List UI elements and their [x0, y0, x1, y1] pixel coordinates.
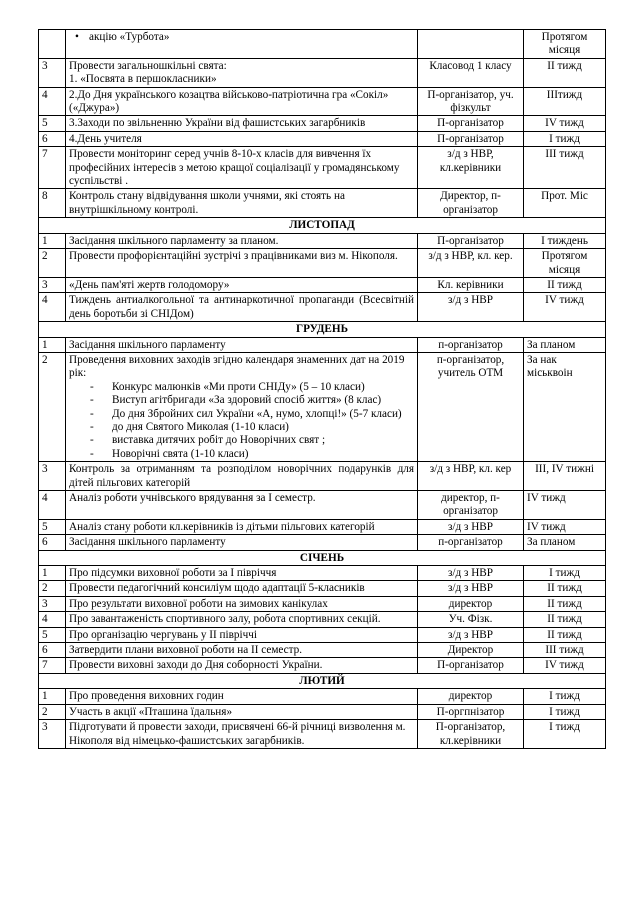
term-cell: II тижд [524, 58, 606, 87]
term-cell: III тижд [524, 147, 606, 189]
activity-cell: 4.День учителя [66, 131, 418, 146]
responsible-cell: директор, п-організатор [418, 491, 524, 520]
term-cell: II тижд [524, 277, 606, 292]
month-heading: ЛЮТИЙ [39, 673, 606, 688]
responsible-cell: П-організатор, уч. фізкульт [418, 87, 524, 116]
term-cell: IV тижд [524, 116, 606, 131]
table-row [39, 277, 606, 292]
activity-cell: Затвердити плани виховної роботи на II семестр. [66, 643, 418, 658]
responsible-cell: з/д з НВР, кл. кер. [418, 249, 524, 278]
activity-intro: Проведення виховних заходів згідно календаря знаменних дат на 2019 рік: [69, 353, 405, 380]
activity-cell: Про завантаженість спортивного залу, робота спортивних секцій. [66, 612, 418, 627]
row-number: 6 [39, 131, 66, 146]
responsible-cell: Уч. Фізк. [418, 612, 524, 627]
activity-cell: Тиждень антиалкогольної та антинаркотичної пропаганди (Всесвітній день боротьби зі СНІДом) [66, 293, 418, 322]
responsible-cell: директор [418, 596, 524, 611]
row-number: 2 [39, 352, 66, 461]
row-number: 3 [39, 277, 66, 292]
responsible-cell: П-оргпнізатор [418, 704, 524, 719]
table-row [39, 293, 606, 322]
month-header-row [39, 322, 606, 337]
event-list [69, 381, 414, 461]
responsible-cell: з/д з НВР, кл.керівники [418, 147, 524, 189]
term-cell: I тиждень [524, 233, 606, 248]
month-header-row [39, 218, 606, 233]
term-cell: I тижд [524, 566, 606, 581]
activity-cell: Провести педагогічний консиліум щодо адаптації 5-класників [66, 581, 418, 596]
table-row [39, 689, 606, 704]
table-row [39, 147, 606, 189]
responsible-cell [418, 30, 524, 59]
responsible-cell: з/д з НВР [418, 581, 524, 596]
term-cell: II тижд [524, 596, 606, 611]
row-number: 3 [39, 58, 66, 87]
month-header-row [39, 550, 606, 565]
month-heading: ГРУДЕНЬ [39, 322, 606, 337]
activity-plan-table [38, 29, 606, 749]
term-cell: За нак міськвоін [524, 352, 606, 461]
term-cell: За планом [524, 337, 606, 352]
activity-cell: Аналіз роботи учнівського врядування за I семестр. [66, 491, 418, 520]
row-number: 4 [39, 293, 66, 322]
term-cell: За планом [524, 535, 606, 550]
activity-line: Провести загальношкільні свята: [69, 59, 227, 72]
activity-cell: Контроль стану відвідування школи учнями, які стоять на внутрішкільному контролі. [66, 189, 418, 218]
responsible-cell: Кл. керівники [418, 277, 524, 292]
table-row [39, 337, 606, 352]
row-number: 4 [39, 612, 66, 627]
responsible-cell: п-організатор [418, 535, 524, 550]
responsible-cell: П-організатор [418, 116, 524, 131]
row-number: 4 [39, 491, 66, 520]
activity-cell: Про підсумки виховної роботи за I півріччя [66, 566, 418, 581]
row-number: 5 [39, 519, 66, 534]
row-number: 6 [39, 535, 66, 550]
list-item: - Виступ агітбригади «За здоровий спосіб життя» (8 клас) [69, 394, 414, 407]
activity-cell: Підготувати й провести заходи, присвячені 66-й річниці визволення м. Нікополя від німецько-фашистських загарбників. [66, 720, 418, 749]
table-row [39, 491, 606, 520]
table-row [39, 352, 606, 461]
responsible-cell: з/д з НВР [418, 519, 524, 534]
responsible-cell: П-організатор [418, 658, 524, 673]
term-cell: I тижд [524, 689, 606, 704]
list-item: - Новорічні свята (1-10 класи) [69, 448, 414, 461]
bullet-item: • акцію «Турбота» [69, 31, 414, 44]
row-number: 2 [39, 704, 66, 719]
activity-cell: Участь в акції «Пташина їдальня» [66, 704, 418, 719]
responsible-cell: п-організатор, учитель ОТМ [418, 352, 524, 461]
table-row [39, 566, 606, 581]
activity-cell: Аналіз стану роботи кл.керівників із дітьми пільгових категорій [66, 519, 418, 534]
table-row [39, 249, 606, 278]
row-number [39, 30, 66, 59]
table-row [39, 535, 606, 550]
table-row [39, 116, 606, 131]
activity-cell: 3.Заходи по звільненню України від фашистських загарбників [66, 116, 418, 131]
table-row [39, 519, 606, 534]
row-number: 1 [39, 233, 66, 248]
row-number: 4 [39, 87, 66, 116]
term-cell: Протягом місяця [524, 249, 606, 278]
responsible-cell: з/д з НВР, кл. кер [418, 462, 524, 491]
term-cell: Прот. Міс [524, 189, 606, 218]
row-number: 5 [39, 116, 66, 131]
row-number: 1 [39, 566, 66, 581]
list-item: - Конкурс малюнків «Ми проти СНІДу» (5 – 10 класи) [69, 381, 414, 394]
row-number: 3 [39, 720, 66, 749]
term-cell: Протягом місяця [524, 30, 606, 59]
responsible-cell: Класовод 1 класу [418, 58, 524, 87]
row-number: 5 [39, 627, 66, 642]
table-row [39, 30, 606, 59]
activity-cell: Засідання шкільного парламенту [66, 535, 418, 550]
activity-cell [66, 352, 418, 461]
responsible-cell: з/д з НВР [418, 627, 524, 642]
table-row [39, 627, 606, 642]
list-item: - До дня Збройних сил України «А, нумо, хлопці!» (5-7 класи) [69, 408, 414, 421]
table-row [39, 233, 606, 248]
activity-cell: Провести моніторинг серед учнів 8-10-х класів для вивчення їх професійних інтересів з метою кращої соціалізації у громадянському суспільстві . [66, 147, 418, 189]
table-row [39, 720, 606, 749]
activity-cell: Про проведення виховних годин [66, 689, 418, 704]
activity-cell: Провести профорієнтаційні зустрічі з працівниками виз м. Нікополя. [66, 249, 418, 278]
table-row [39, 658, 606, 673]
table-row [39, 189, 606, 218]
activity-cell: Засідання шкільного парламенту [66, 337, 418, 352]
activity-line: 1. «Посвята в першокласники» [69, 73, 217, 86]
table-row [39, 612, 606, 627]
month-heading: ЛИСТОПАД [39, 218, 606, 233]
term-cell: II тижд [524, 581, 606, 596]
responsible-cell: з/д з НВР [418, 566, 524, 581]
table-row [39, 704, 606, 719]
responsible-cell: П-організатор [418, 233, 524, 248]
row-number: 8 [39, 189, 66, 218]
activity-cell: Про організацію чергувань у II півріччі [66, 627, 418, 642]
row-number: 6 [39, 643, 66, 658]
table-row [39, 581, 606, 596]
table-row [39, 462, 606, 491]
row-number: 1 [39, 337, 66, 352]
month-heading: СІЧЕНЬ [39, 550, 606, 565]
responsible-cell: П-організатор [418, 131, 524, 146]
term-cell: I тижд [524, 720, 606, 749]
row-number: 1 [39, 689, 66, 704]
term-cell: IV тижд [524, 519, 606, 534]
term-cell: I тижд [524, 704, 606, 719]
term-cell: IV тижд [524, 658, 606, 673]
activity-cell [66, 30, 418, 59]
term-cell: II тижд [524, 612, 606, 627]
month-header-row [39, 673, 606, 688]
activity-cell: 2.До Дня українського козацтва військово-патріотична гра «Сокіл» («Джура») [66, 87, 418, 116]
activity-cell: Провести виховні заходи до Дня соборності України. [66, 658, 418, 673]
activity-cell: Контроль за отриманням та розподілом новорічних подарунків для дітей пільгових категорій [66, 462, 418, 491]
activity-cell [66, 58, 418, 87]
term-cell: IV тижд [524, 293, 606, 322]
responsible-cell: п-організатор [418, 337, 524, 352]
responsible-cell: з/д з НВР [418, 293, 524, 322]
row-number: 3 [39, 596, 66, 611]
responsible-cell: Директор, п-організатор [418, 189, 524, 218]
row-number: 2 [39, 581, 66, 596]
term-cell: IIIтижд [524, 87, 606, 116]
table-row [39, 596, 606, 611]
table-row [39, 643, 606, 658]
activity-cell: «День пам'яті жертв голодомору» [66, 277, 418, 292]
responsible-cell: директор [418, 689, 524, 704]
row-number: 2 [39, 249, 66, 278]
list-item: - виставка дитячих робіт до Новорічних свят ; [69, 434, 414, 447]
table-row [39, 87, 606, 116]
term-cell: I тижд [524, 131, 606, 146]
term-cell: II тижд [524, 627, 606, 642]
responsible-cell: П-організатор, кл.керівники [418, 720, 524, 749]
list-item: - до дня Святого Миколая (1-10 класи) [69, 421, 414, 434]
term-cell: III, IV тижні [524, 462, 606, 491]
term-cell: IV тижд [524, 491, 606, 520]
table-row [39, 58, 606, 87]
row-number: 7 [39, 658, 66, 673]
term-cell: III тижд [524, 643, 606, 658]
table-row [39, 131, 606, 146]
activity-cell: Про результати виховної роботи на зимових канікулах [66, 596, 418, 611]
activity-cell: Засідання шкільного парламенту за планом. [66, 233, 418, 248]
row-number: 7 [39, 147, 66, 189]
row-number: 3 [39, 462, 66, 491]
responsible-cell: Директор [418, 643, 524, 658]
